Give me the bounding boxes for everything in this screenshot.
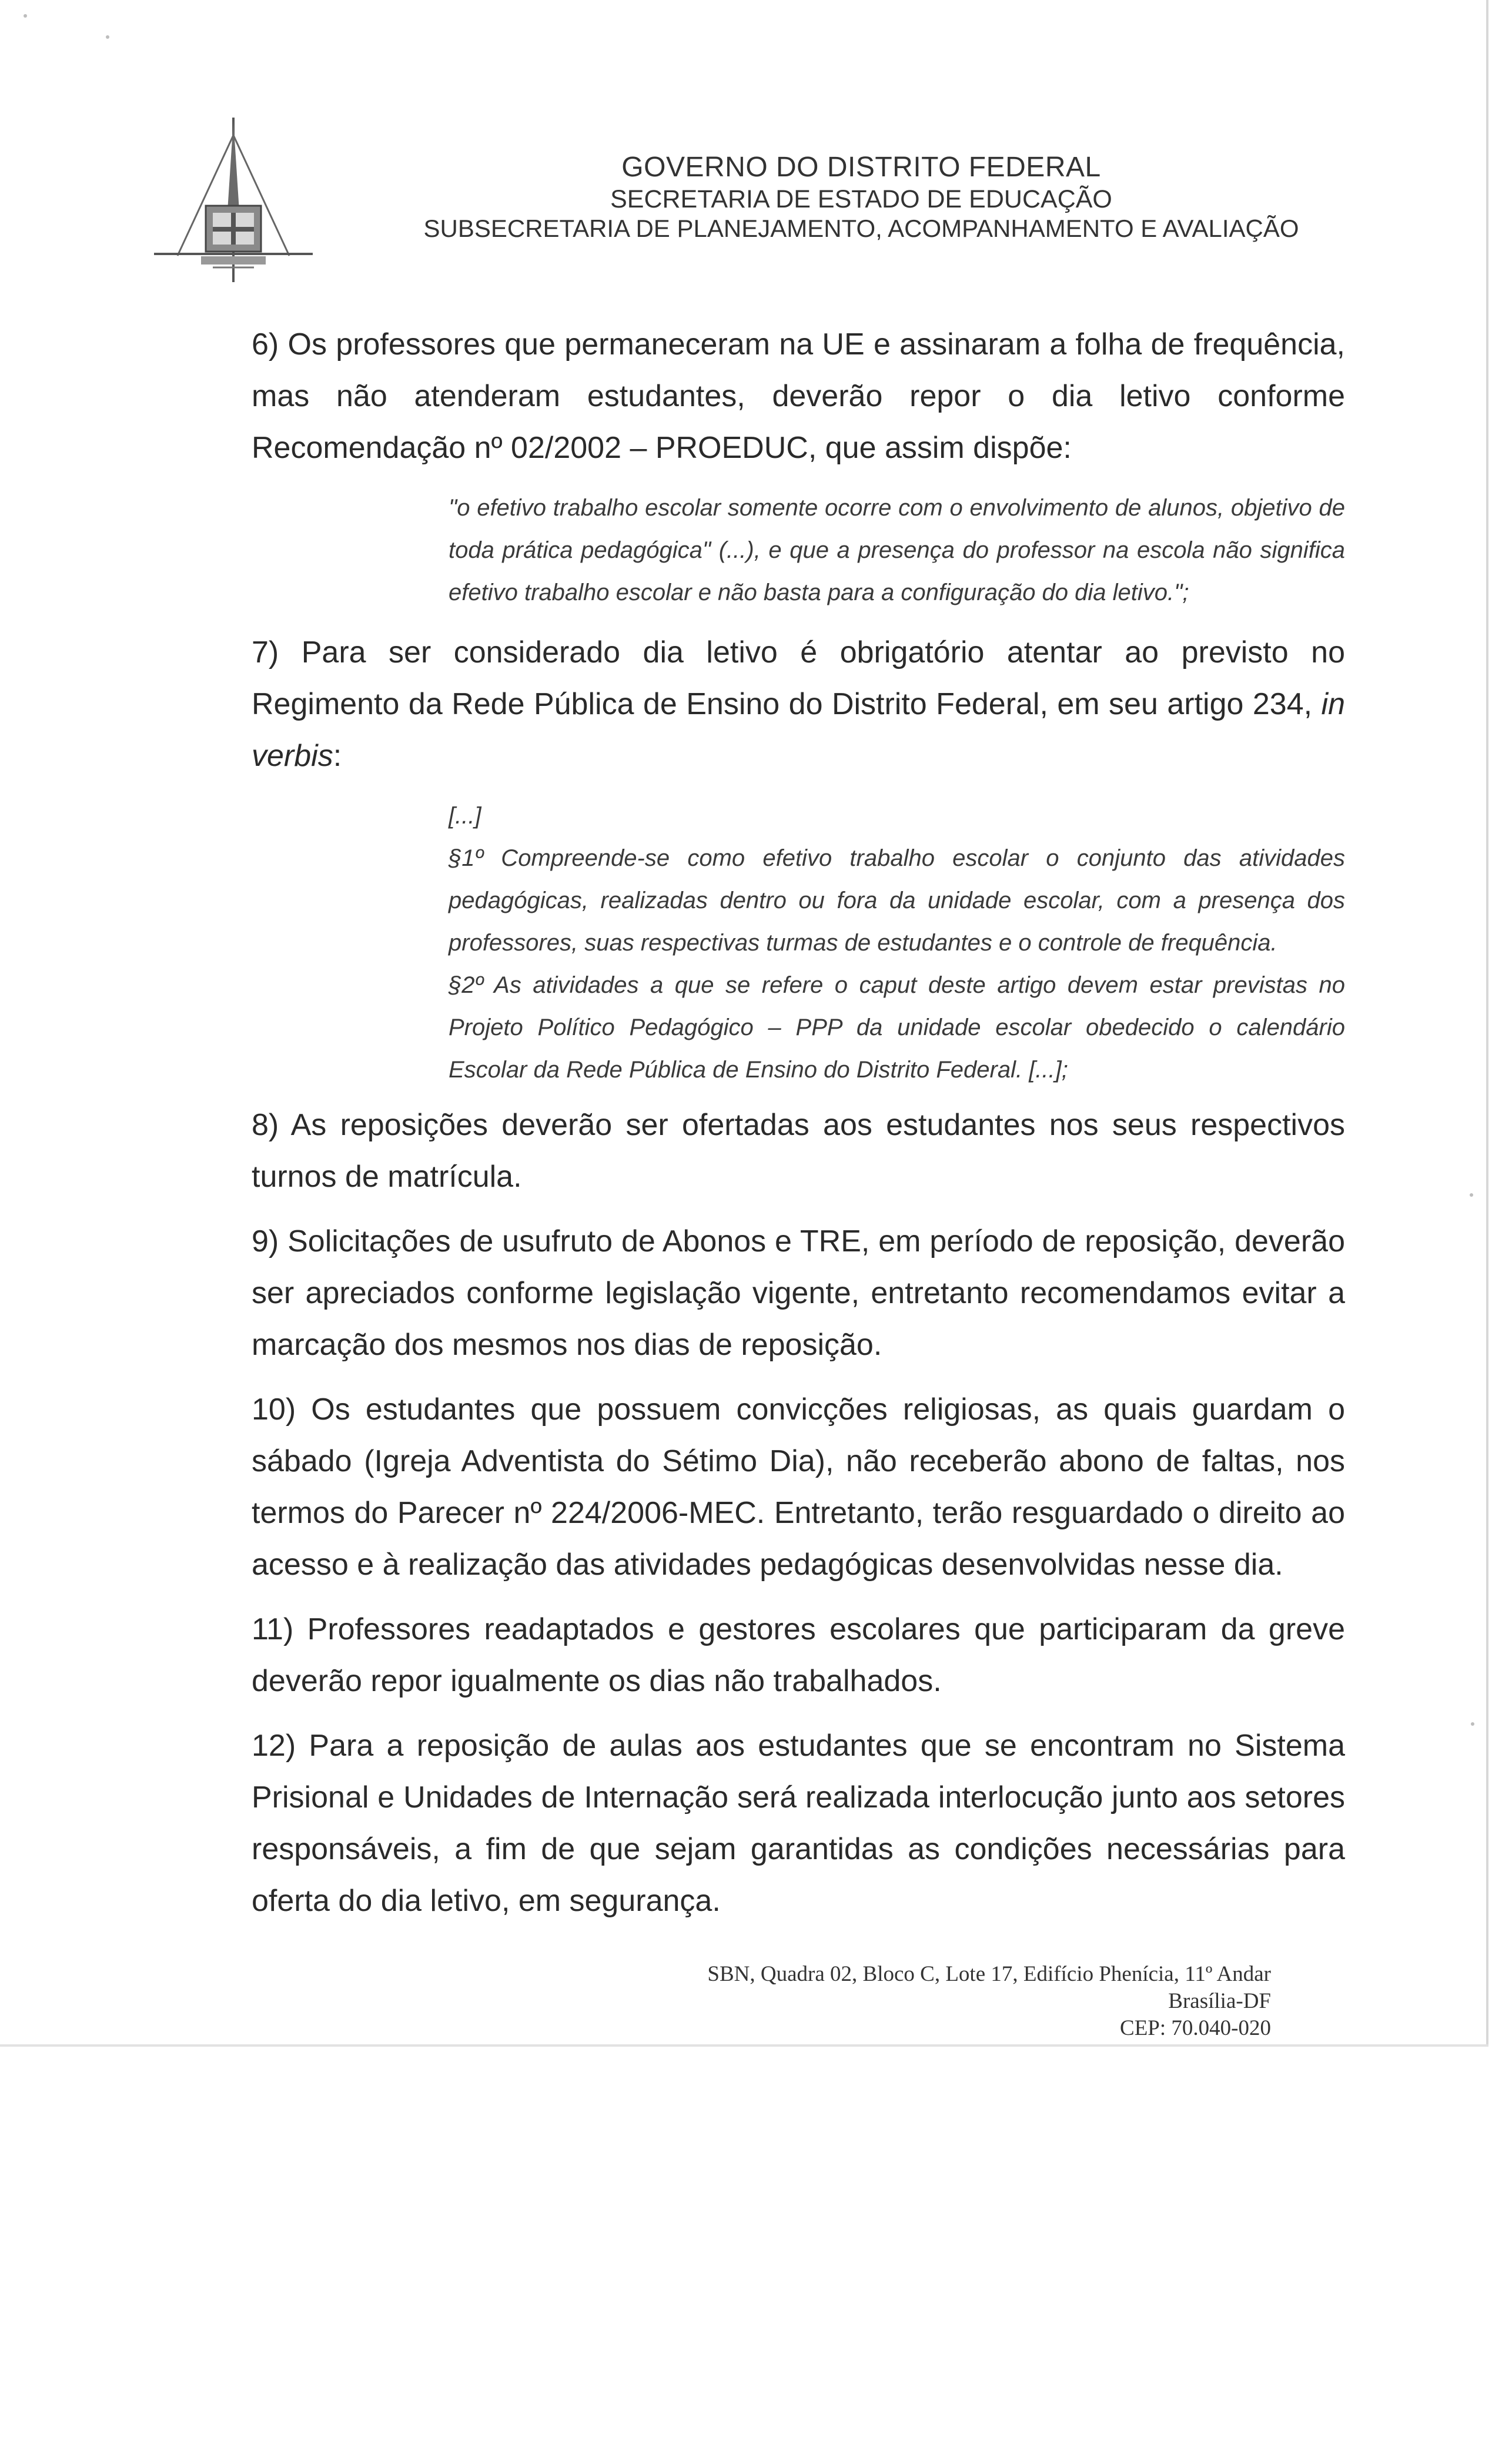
subsecretariat-title: SUBSECRETARIA DE PLANEJAMENTO, ACOMPANHAMENTO E AVALIAÇÃO bbox=[423, 215, 1299, 242]
address-footer bbox=[611, 1961, 1271, 2042]
scan-speck bbox=[1470, 1193, 1473, 1197]
letterhead bbox=[376, 150, 1346, 243]
footer-cep: CEP: 70.040-020 bbox=[1120, 2016, 1271, 2040]
government-title: GOVERNO DO DISTRITO FEDERAL bbox=[621, 152, 1101, 183]
footer-address: SBN, Quadra 02, Bloco C, Lote 17, Edifício Phenícia, 11º Andar bbox=[707, 1962, 1271, 1986]
document-body bbox=[252, 319, 1345, 1940]
quote-regimento bbox=[449, 795, 1345, 1091]
item-7-end: : bbox=[333, 739, 342, 773]
brasilia-coat-of-arms-icon bbox=[154, 118, 313, 291]
quote-recommendation: "o efetivo trabalho escolar somente ocorre com o envolvimento de alunos, objetivo de toda prática pedagógica" (...), e que a presença do professor na escola não significa efetivo trabalho escolar e não basta para a configuração do dia letivo."; bbox=[449, 495, 1345, 605]
quote-ellipsis: [...] bbox=[449, 803, 481, 829]
item-9: 9) Solicitações de usufruto de Abonos e TRE, em período de reposição, deverão ser apreciados conforme legislação vigente, entretanto recomendamos evitar a marcação dos mesmos nos dias de reposição. bbox=[252, 1224, 1345, 1362]
scan-speck bbox=[1471, 1722, 1474, 1726]
scan-speck bbox=[106, 35, 109, 39]
item-7-text: 7) Para ser considerado dia letivo é obrigatório atentar ao previsto no Regimento da Rede Pública de Ensino do Distrito Federal, em seu artigo 234, bbox=[252, 635, 1345, 721]
item-8: 8) As reposições deverão ser ofertadas aos estudantes nos seus respectivos turnos de matrícula. bbox=[252, 1108, 1345, 1194]
page-edge bbox=[0, 2044, 1488, 2047]
secretariat-title: SECRETARIA DE ESTADO DE EDUCAÇÃO bbox=[610, 185, 1112, 213]
quote-paragraph-2: §2º As atividades a que se refere o caput deste artigo devem estar previstas no Projeto Político Pedagógico – PPP da unidade escolar obedecido o calendário Escolar da Rede Pública de Ensino do Distrito Federal. [...]; bbox=[449, 972, 1345, 1083]
item-10: 10) Os estudantes que possuem convicções religiosas, as quais guardam o sábado (Igreja Adventista do Sétimo Dia), não receberão abono de faltas, nos termos do Parecer nº 224/2006-MEC. Entretanto, terão resguardado o direito ao acesso e à realização das atividades pedagógicas desenvolvidas nesse dia. bbox=[252, 1392, 1345, 1582]
item-7-italic: in verbis bbox=[252, 687, 1345, 773]
scan-speck bbox=[24, 14, 27, 18]
item-11: 11) Professores readaptados e gestores escolares que participaram da greve deverão repor igualmente os dias não trabalhados. bbox=[252, 1612, 1345, 1698]
item-6: 6) Os professores que permaneceram na UE e assinaram a folha de frequência, mas não atenderam estudantes, deverão repor o dia letivo conforme Recomendação nº 02/2002 – PROEDUC, que assim dispõe: bbox=[252, 327, 1345, 465]
quote-paragraph-1: §1º Compreende-se como efetivo trabalho escolar o conjunto das atividades pedagógicas, realizadas dentro ou fora da unidade escolar, com a presença dos professores, suas respectivas turmas de estudantes e o controle de frequência. bbox=[449, 845, 1345, 956]
page-edge bbox=[1486, 0, 1488, 2045]
footer-city: Brasília-DF bbox=[1168, 1989, 1271, 2013]
item-7 bbox=[252, 627, 1345, 782]
item-12: 12) Para a reposição de aulas aos estudantes que se encontram no Sistema Prisional e Unidades de Internação será realizada interlocução junto aos setores responsáveis, a fim de que sejam garantidas as condições necessárias para oferta do dia letivo, em segurança. bbox=[252, 1729, 1345, 1918]
